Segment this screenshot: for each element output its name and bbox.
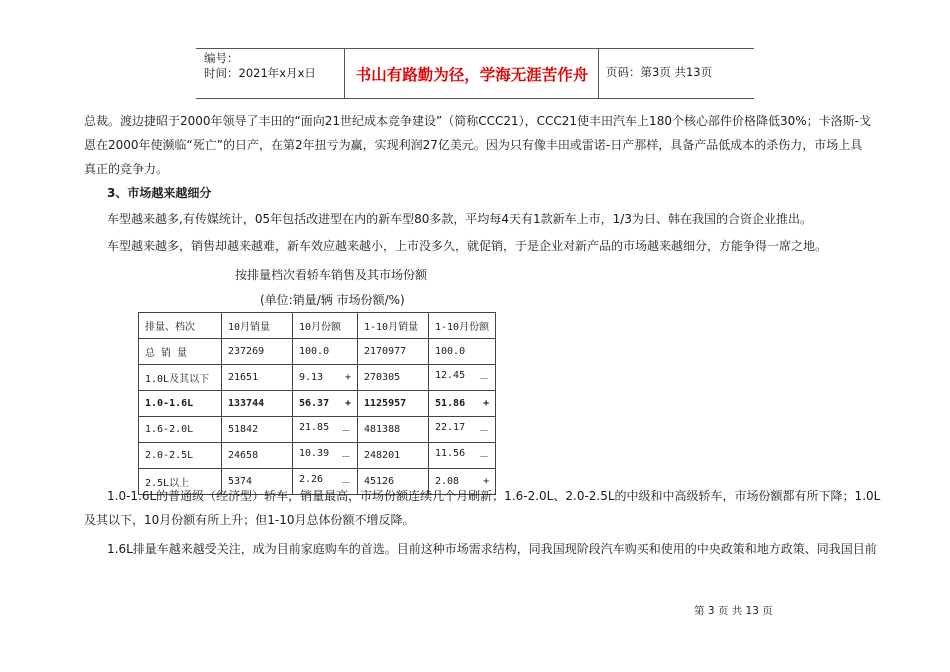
cell-ytd-share xyxy=(429,417,496,443)
share-value: 12.45 xyxy=(435,370,466,381)
change-sign: － xyxy=(479,426,490,437)
paragraph-line: 车型越来越多，销售却越来越难，新车效应越来越小，上市没多久，就促销，于是企业对新产品的市场越来越细分，方能争得一席之地。 xyxy=(107,239,828,253)
cell-ytd-sales: 248201 xyxy=(358,443,429,469)
header-motto: 书山有路勤为径，学海无涯苦作舟 xyxy=(355,65,589,84)
table-header-row xyxy=(139,313,496,339)
cell-oct-sales: 24658 xyxy=(222,443,293,469)
row-label: 1.0L及其以下 xyxy=(139,365,222,391)
document-number-label: 编号： xyxy=(204,51,239,65)
cell-oct-share xyxy=(293,391,358,417)
paragraph-line: 及其以下，10月份额有所上升；但1-10月总体份额不增反降。 xyxy=(84,513,415,527)
change-sign: + xyxy=(483,476,490,487)
cell-ytd-share xyxy=(429,391,496,417)
cell-ytd-share xyxy=(429,365,496,391)
change-sign: + xyxy=(344,372,351,383)
cell-ytd-sales: 481388 xyxy=(358,417,429,443)
row-label: 1.0-1.6L xyxy=(139,391,222,417)
cell-ytd-sales: 45126 xyxy=(358,469,429,495)
paragraph-line: 车型越来越多,有传媒统计，05年包括改进型在内的新车型80多款，平均每4天有1款新车上市，1/3为日、韩在我国的合资企业推出。 xyxy=(107,212,812,226)
paragraph-line: 1.6L排量车越来越受关注，成为目前家庭购车的首选。目前这种市场需求结构，同我国现阶段汽车购买和使用的中央政策和地方政策、同我国目前 xyxy=(107,542,877,556)
change-sign: － xyxy=(341,478,351,489)
change-sign: － xyxy=(341,452,351,463)
change-sign: + xyxy=(483,398,490,409)
change-sign: － xyxy=(479,452,490,463)
column-header: 1-10月销量 xyxy=(358,313,429,339)
share-value: 22.17 xyxy=(435,422,466,433)
header-divider xyxy=(344,49,345,98)
cell-oct-share xyxy=(293,417,358,443)
share-value: 56.37 xyxy=(299,398,330,409)
table-title: 按排量档次看轿车销售及其市场份额 xyxy=(235,268,428,282)
share-value: 2.08 xyxy=(435,476,460,487)
change-sign: + xyxy=(344,398,351,409)
share-value: 10.39 xyxy=(299,448,330,459)
cell-oct-sales: 237269 xyxy=(222,339,293,365)
share-value: 51.86 xyxy=(435,398,466,409)
cell-ytd-share xyxy=(429,339,496,365)
change-sign: － xyxy=(479,374,490,385)
row-label: 1.6-2.0L xyxy=(139,417,222,443)
table-row xyxy=(139,365,496,391)
share-value: 21.85 xyxy=(299,422,330,433)
cell-oct-share xyxy=(293,339,358,365)
cell-oct-sales: 133744 xyxy=(222,391,293,417)
paragraph-line: 真正的竞争力。 xyxy=(84,162,169,176)
column-header: 10月销量 xyxy=(222,313,293,339)
cell-ytd-sales: 270305 xyxy=(358,365,429,391)
share-value: 11.56 xyxy=(435,448,466,459)
share-value: 100.0 xyxy=(299,346,330,357)
table-row xyxy=(139,417,496,443)
share-value: 100.0 xyxy=(435,346,466,357)
section-heading: 3、市场越来越细分 xyxy=(107,186,212,200)
cell-oct-share xyxy=(293,365,358,391)
table-row xyxy=(139,339,496,365)
cell-oct-sales: 51842 xyxy=(222,417,293,443)
cell-ytd-share xyxy=(429,443,496,469)
change-sign: － xyxy=(341,426,351,437)
share-value: 2.26 xyxy=(299,474,324,485)
paragraph-line: 总裁。渡边捷昭于2000年领导了丰田的“面向21世纪成本竞争建设”（简称CCC21），CCC21使丰田汽车上180个核心部件价格降低30%；卡洛斯-戈 xyxy=(84,114,871,128)
table-row xyxy=(139,391,496,417)
cell-ytd-sales: 2170977 xyxy=(358,339,429,365)
cell-oct-share xyxy=(293,443,358,469)
table-row xyxy=(139,443,496,469)
row-label: 2.0-2.5L xyxy=(139,443,222,469)
cell-ytd-sales: 1125957 xyxy=(358,391,429,417)
document-date: 时间：2021年x月x日 xyxy=(204,66,316,80)
paragraph-line: 1.0-1.6L的普通级（经济型）轿车，销量最高，市场份额连续几个月刷新；1.6-2.0L、2.0-2.5L的中级和中高级轿车，市场份额都有所下降；1.0L xyxy=(107,489,881,503)
row-label: 总 销 量 xyxy=(139,339,222,365)
sales-table xyxy=(138,312,496,495)
cell-oct-sales: 5374 xyxy=(222,469,293,495)
header-info xyxy=(204,51,344,81)
column-header: 1-10月份额 xyxy=(429,313,496,339)
header-divider xyxy=(598,49,599,98)
column-header: 排量、档次 xyxy=(139,313,222,339)
share-value: 9.13 xyxy=(299,372,324,383)
header-page-code: 页码：第3页 共13页 xyxy=(606,65,713,79)
cell-oct-sales: 21651 xyxy=(222,365,293,391)
paragraph-line: 恩在2000年使濒临“死亡”的日产，在第2年扭亏为赢，实现利润27亿美元。因为只有像丰田或雷诺-日产那样，具备产品低成本的杀伤力，市场上具 xyxy=(84,138,863,152)
table-unit: (单位:销量/辆 市场份额/%) xyxy=(260,293,405,307)
row-label: 2.5L以上 xyxy=(139,469,222,495)
page-header xyxy=(196,48,754,99)
page-footer: 第 3 页 共 13 页 xyxy=(694,605,773,617)
column-header: 10月份额 xyxy=(293,313,358,339)
